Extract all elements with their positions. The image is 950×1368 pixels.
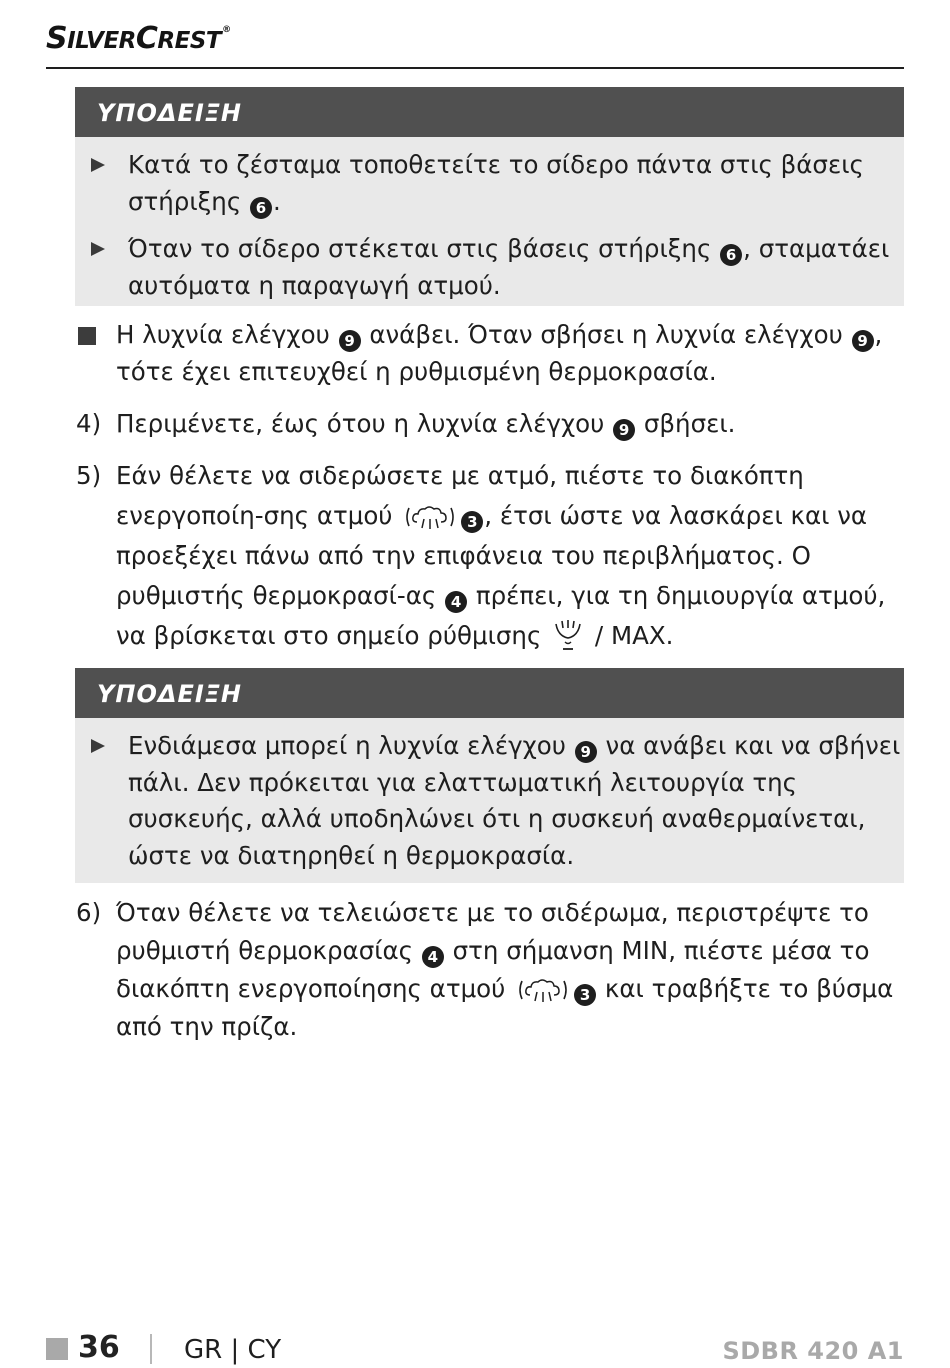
part-number-badge: 3 bbox=[574, 984, 596, 1006]
step-number: 5) bbox=[76, 461, 102, 490]
paragraph-text bbox=[116, 456, 906, 656]
note-text: Κατά το ζέσταμα τοποθετείτε το σίδερο πάντα στις βάσεις στήριξης bbox=[128, 150, 864, 216]
brand-letter: C bbox=[135, 21, 158, 56]
step-number: 4) bbox=[76, 409, 102, 438]
step-6 bbox=[76, 894, 906, 1046]
header-rule bbox=[46, 67, 904, 69]
text-run: στη σήμανση MIN, πιέστε μέσα το διακόπτη ενεργοποίησης ατμού bbox=[116, 936, 870, 1003]
note-box bbox=[75, 668, 904, 883]
square-bullet-icon bbox=[78, 327, 96, 345]
step-4 bbox=[76, 406, 906, 443]
step-number: 6) bbox=[76, 898, 102, 927]
footer-language: GR | CY bbox=[184, 1335, 282, 1365]
steam-button-icon bbox=[403, 500, 457, 534]
part-number-badge: 9 bbox=[852, 330, 874, 352]
text-run: σβήσει. bbox=[636, 409, 736, 438]
text-run: , τότε έχει επιτευχθεί η ρυθμισμένη θερμοκρασία. bbox=[116, 320, 883, 386]
note-text: Όταν το σίδερο στέκεται στις βάσεις στήριξης bbox=[128, 234, 720, 263]
part-number-badge: 9 bbox=[613, 419, 635, 441]
part-number-badge: 4 bbox=[445, 591, 467, 613]
text-run: Περιμένετε, έως ότου η λυχνία ελέγχου bbox=[116, 409, 613, 438]
brand-letters: ILVER bbox=[67, 28, 136, 54]
note-text: . bbox=[273, 186, 281, 216]
part-number-badge: 3 bbox=[461, 511, 483, 533]
paragraph-text bbox=[116, 406, 906, 443]
note-body bbox=[75, 137, 904, 304]
footer-divider bbox=[150, 1334, 152, 1364]
part-number-badge: 6 bbox=[250, 197, 272, 219]
text-run: Η λυχνία ελέγχου bbox=[116, 320, 338, 349]
part-number-badge: 9 bbox=[575, 741, 597, 763]
brand-logo bbox=[46, 21, 231, 56]
note-item bbox=[75, 728, 904, 874]
triangle-bullet-icon bbox=[91, 242, 105, 256]
text-run: πρέπει, για τη δημιουργία ατμού, να βρίσκεται στο σημείο ρύθμισης bbox=[116, 581, 886, 650]
text-run: ανάβει. Όταν σβήσει η λυχνία ελέγχου bbox=[361, 320, 851, 349]
part-number-badge: 9 bbox=[339, 330, 361, 352]
text-run: Όταν θέλετε να τελειώσετε με το σιδέρωμα, περιστρέψτε το ρυθμιστή θερμοκρασίας bbox=[116, 898, 869, 965]
page-number: 36 bbox=[78, 1330, 120, 1365]
text-run: και τραβήξτε το βύσμα από την πρίζα. bbox=[116, 974, 894, 1041]
steam-button-icon bbox=[516, 973, 570, 1007]
registered-mark: ® bbox=[222, 25, 231, 35]
text-run: Εάν θέλετε να σιδερώσετε με ατμό, πιέστε το διακόπτη ενεργοποίη-σης ατμού bbox=[116, 461, 804, 530]
note-title: ΥΠΟΔΕΙΞΗ bbox=[75, 87, 904, 137]
note-text: , σταματάει αυτόματα η παραγωγή ατμού. bbox=[128, 234, 890, 300]
triangle-bullet-icon bbox=[91, 158, 105, 172]
steam-setting-icon bbox=[551, 618, 585, 652]
brand-letter: S bbox=[46, 21, 68, 56]
text-run: , έτσι ώστε να λασκάρει και να προεξέχει πάνω από την επιφάνεια του περιβλήματος. Ο ρυθμιστής θερμοκρασί-ας bbox=[116, 501, 868, 610]
note-body bbox=[75, 718, 904, 874]
footer-model: SDBR 420 A1 bbox=[722, 1337, 904, 1365]
note-item bbox=[75, 231, 904, 304]
part-number-badge: 4 bbox=[422, 946, 444, 968]
step-5 bbox=[76, 456, 906, 656]
paragraph-text bbox=[116, 317, 906, 390]
note-text: Ενδιάμεσα μπορεί η λυχνία ελέγχου bbox=[128, 731, 574, 760]
bullet-paragraph bbox=[76, 317, 906, 390]
note-title: ΥΠΟΔΕΙΞΗ bbox=[75, 668, 904, 718]
brand-letters: REST bbox=[157, 28, 222, 54]
triangle-bullet-icon bbox=[91, 739, 105, 753]
footer-square-icon bbox=[46, 1338, 68, 1360]
part-number-badge: 6 bbox=[720, 244, 742, 266]
text-run: / MAX. bbox=[587, 621, 674, 650]
note-text: να ανάβει και να σβήνει πάλι. Δεν πρόκειται για ελαττωματική λειτουργία της συσκευής, αλλά υποδηλώνει ότι η συσκευή αναθερμαίνεται, ώστε να διατηρηθεί η θερμοκρασία. bbox=[128, 731, 901, 870]
note-item bbox=[75, 147, 904, 220]
note-box bbox=[75, 87, 904, 306]
paragraph-text bbox=[116, 894, 906, 1046]
